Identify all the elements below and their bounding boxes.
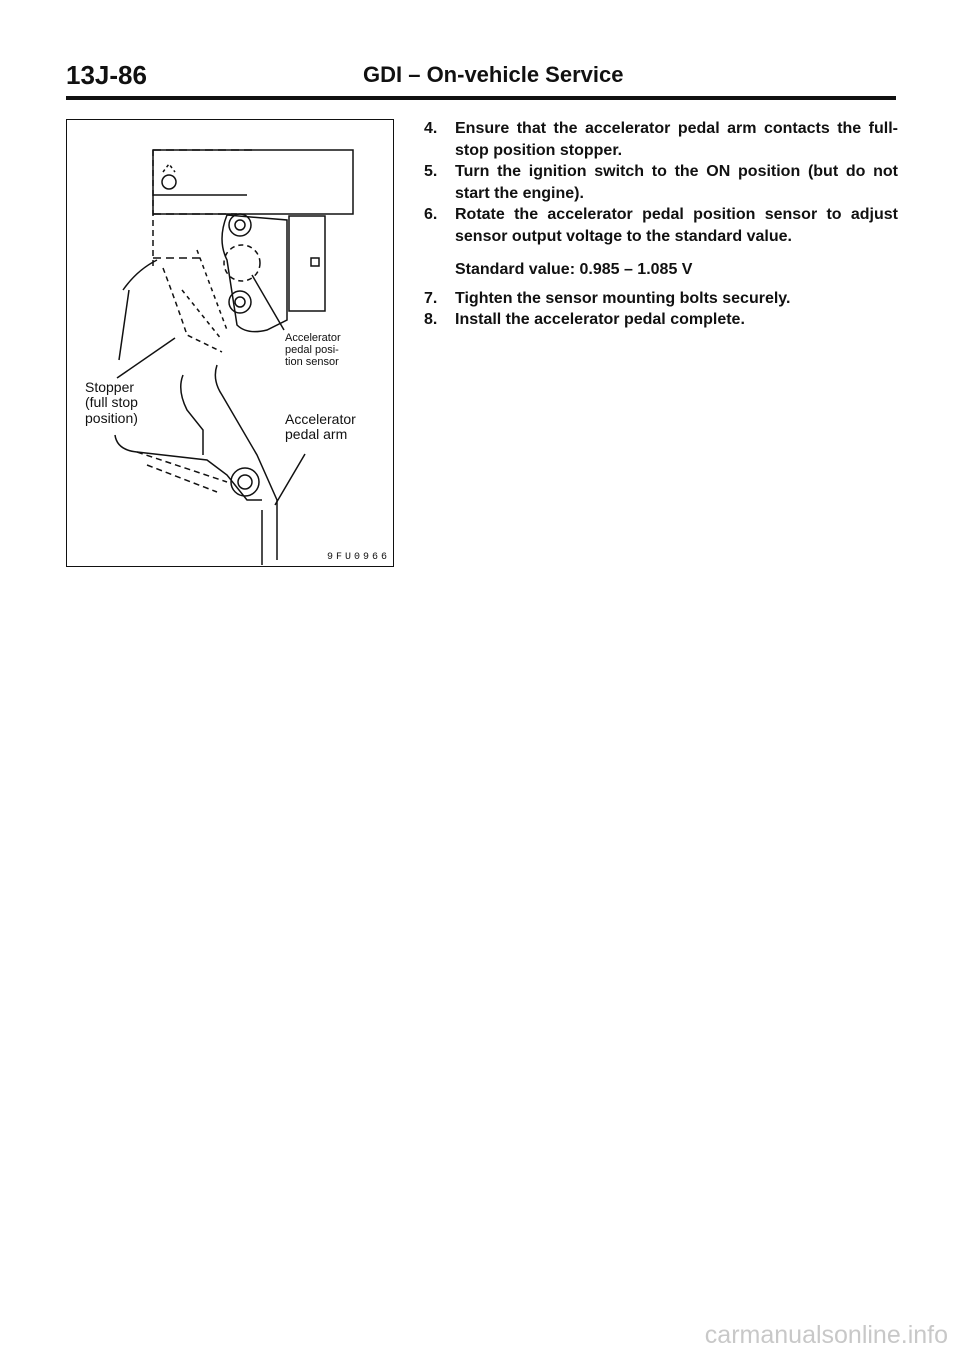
header-rule bbox=[66, 96, 896, 100]
sensor-label-line-1: Accelerator bbox=[285, 332, 341, 344]
step-number: 4. bbox=[424, 120, 438, 137]
standard-value: Standard value: 0.985 – 1.085 V bbox=[455, 261, 693, 278]
watermark: carmanualsonline.info bbox=[704, 1321, 948, 1349]
step-text: Install the accelerator pedal complete. bbox=[455, 311, 745, 328]
sensor-label-line-3: tion sensor bbox=[285, 356, 339, 369]
procedure-step bbox=[424, 309, 898, 331]
page-title: GDI – On-vehicle Service bbox=[363, 62, 624, 87]
step-number: 7. bbox=[424, 289, 438, 307]
page-number: 13J-86 bbox=[66, 60, 147, 90]
sensor-label bbox=[285, 332, 385, 368]
pedal-arm-label-line-2: pedal arm bbox=[285, 426, 348, 443]
procedure-step bbox=[424, 161, 898, 204]
stopper-label-line-3: position) bbox=[85, 409, 138, 426]
procedure-step bbox=[424, 288, 898, 310]
step-text: Tighten the sensor mounting bolts securely. bbox=[455, 289, 791, 307]
figure-code: 9FU0966 bbox=[326, 552, 390, 563]
step-text: Turn the ignition switch to the ON position (but do not start the engine). bbox=[455, 163, 898, 202]
step-number: 5. bbox=[424, 163, 438, 180]
pedal-sensor-figure bbox=[66, 119, 394, 567]
stopper-label-line-1: Stopper bbox=[85, 379, 135, 395]
procedure-step bbox=[424, 204, 898, 247]
procedure-step bbox=[424, 118, 898, 161]
step-number: 6. bbox=[424, 206, 438, 223]
sensor-label-line-2: pedal posi- bbox=[285, 344, 339, 357]
step-text: Ensure that the accelerator pedal arm contacts the full-stop position stopper. bbox=[455, 120, 898, 159]
step-text: Rotate the accelerator pedal position sensor to adjust sensor output voltage to the standard value. bbox=[455, 206, 898, 245]
step-number: 8. bbox=[424, 311, 438, 328]
procedure-steps bbox=[424, 118, 898, 331]
stopper-label bbox=[85, 380, 175, 426]
stopper-label-line-2: (full stop bbox=[85, 394, 138, 411]
pedal-arm-label-line-1: Accelerator bbox=[285, 411, 356, 427]
pedal-arm-label bbox=[285, 412, 385, 443]
